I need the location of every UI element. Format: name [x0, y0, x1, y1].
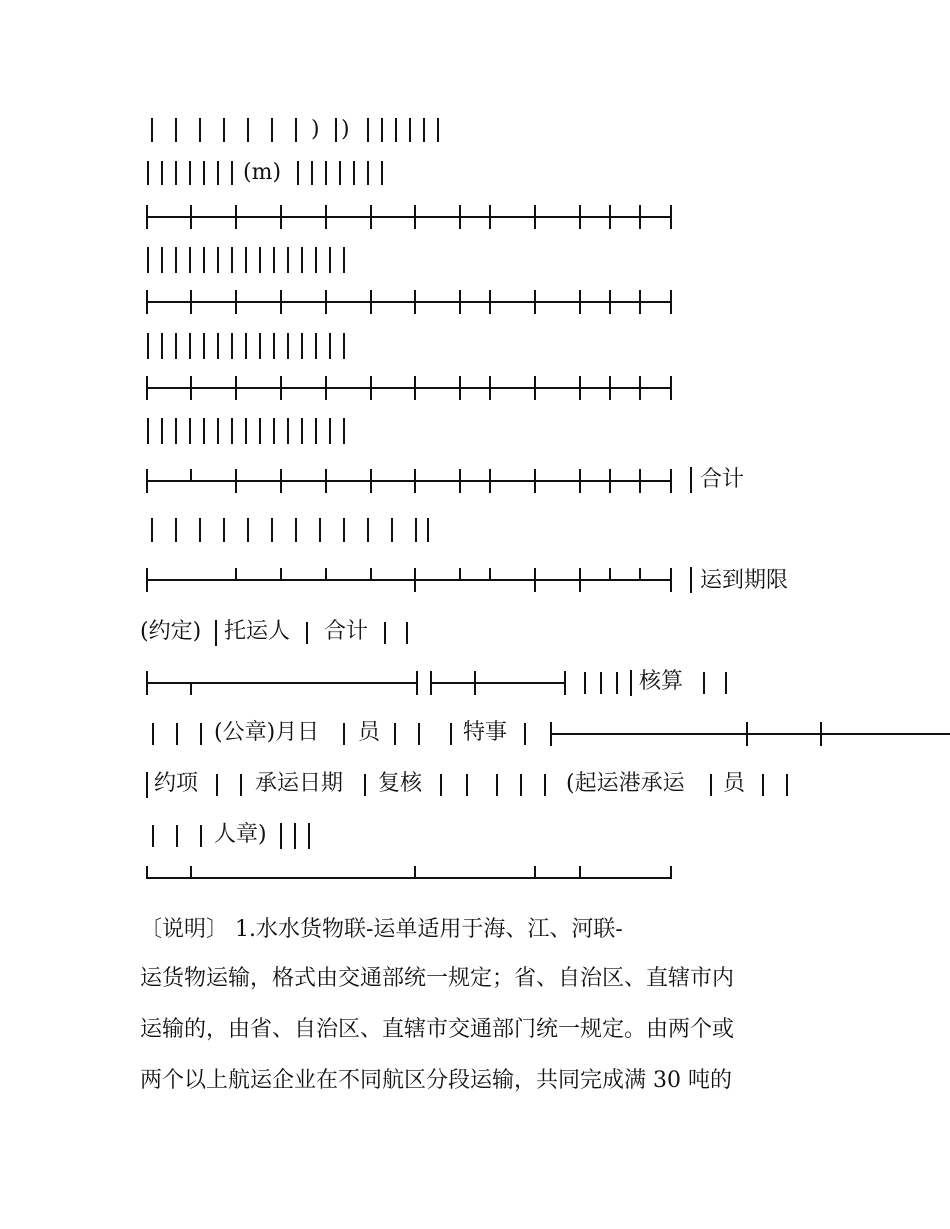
row14-seal-date: (公章)月日: [214, 720, 320, 745]
row12-total: 合计: [324, 619, 369, 644]
note-line-2: 运货物运输，格式由交通部统一规定；省、自治区、直辖市内: [140, 966, 735, 991]
row9-total-label: 合计: [700, 467, 745, 492]
table-rule-8: [550, 722, 950, 746]
row13-accounting: 核算: [639, 669, 684, 694]
table-rule-1: [146, 205, 672, 229]
table-rule-7: [430, 671, 566, 695]
row1-text-b: ): [341, 117, 350, 142]
row15-origin-port: (起运港承运: [566, 771, 685, 796]
row15-review: 复核: [378, 771, 423, 796]
row12-agreed: (约定): [140, 619, 202, 644]
row15-agreement: 约项: [154, 771, 199, 796]
row1-text-a: ): [311, 117, 320, 142]
note-line-1: 〔说明〕 1.水水货物联-运单适用于海、江、河联-: [140, 917, 623, 942]
table-rule-2: [146, 290, 672, 314]
row12-shipper: 托运人: [224, 619, 291, 644]
row15-carriage-date: 承运日期: [255, 771, 344, 796]
table-rule-5: [146, 568, 672, 592]
table-rule-6: [146, 671, 418, 695]
row15-staff: 员: [723, 771, 746, 796]
row14-staff: 员: [358, 720, 381, 745]
row11-deadline-label: 运到期限: [700, 568, 789, 593]
row2-unit: (m): [243, 160, 282, 185]
note-line-4: 两个以上航运企业在不同航区分段运输，共同完成满 30 吨的: [140, 1068, 732, 1093]
table-rule-3: [146, 376, 672, 400]
row16-seal: 人章): [214, 822, 267, 847]
table-rule-4: [146, 469, 672, 493]
note-line-3: 运输的，由省、自治区、直辖市交通部门统一规定。由两个或: [140, 1017, 735, 1042]
row14-special: 特事: [463, 720, 508, 745]
table-rule-bottom: [146, 866, 672, 890]
